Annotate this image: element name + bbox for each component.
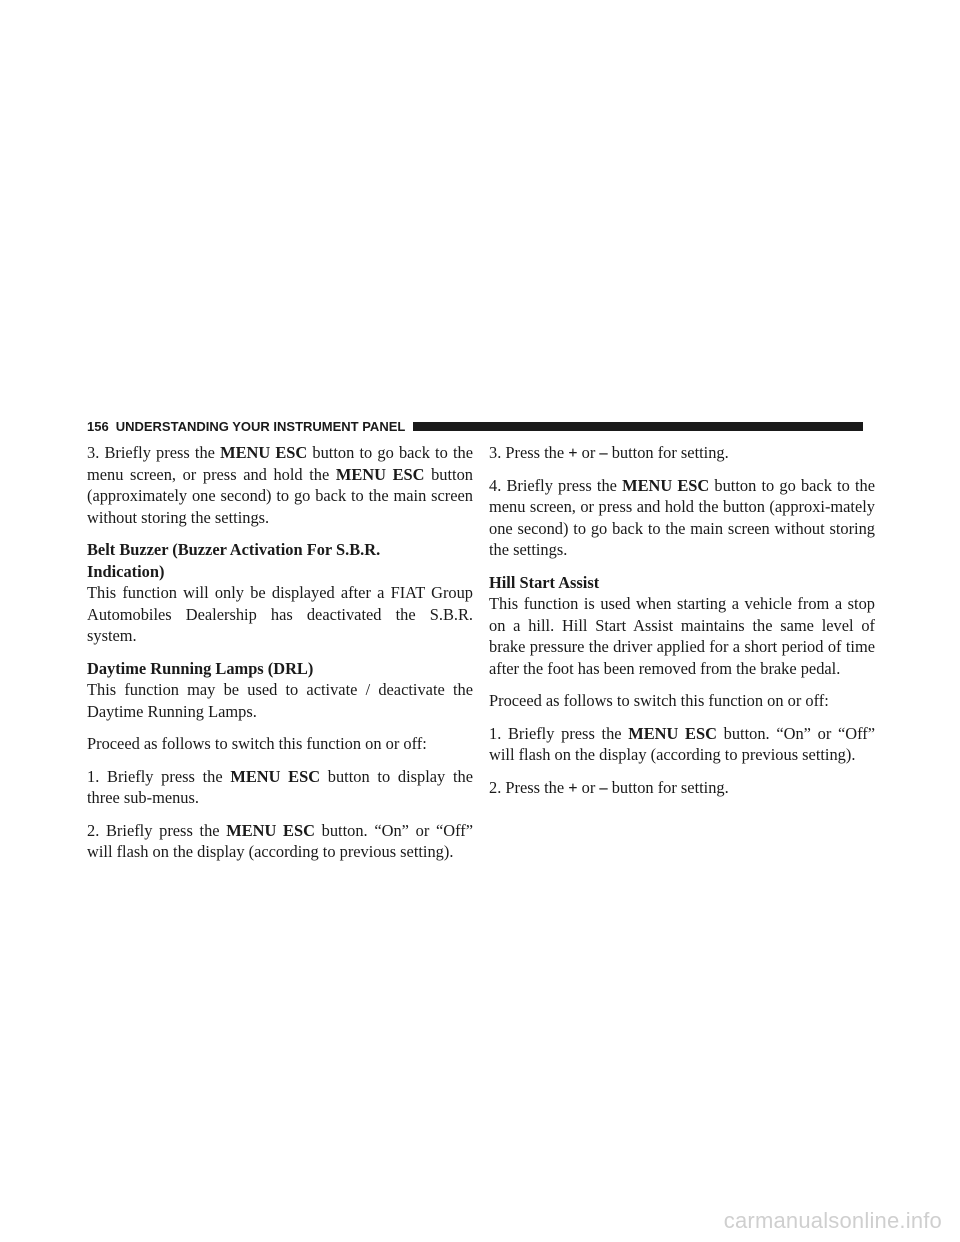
plus-label: + [568, 443, 578, 462]
menu-esc-label: MENU ESC [628, 723, 717, 743]
paragraph-proceed: Proceed as follows to switch this function on or off: [489, 691, 829, 710]
paragraph-step-2: 2. Briefly press the MENU ESC button. “On” or “Off” will flash on the display (according to previous setting). [87, 820, 473, 861]
paragraph-step-1: 1. Briefly press the MENU ESC button to display the three sub-menus. [87, 766, 473, 807]
section-title: UNDERSTANDING YOUR INSTRUMENT PANEL [115, 418, 406, 434]
page-number: 156 [87, 418, 109, 434]
plus-label: + [568, 777, 578, 797]
paragraph-step-3-plus-minus: 3. Press the + or – button for setting. [489, 443, 729, 462]
menu-esc-label: MENU ESC [335, 464, 425, 484]
page-header [87, 418, 863, 434]
paragraph-hill-start-assist: This function is used when starting a vehicle from a stop on a hill. Hill Start Assist maintains the same level of brake pressure the driver applied for a short period of time after the foot has been removed from the brake pedal. [489, 594, 875, 678]
heading-drl: Daytime Running Lamps (DRL) [87, 658, 314, 678]
heading-belt-buzzer: Belt Buzzer (Buzzer Activation For S.B.R. Indication) [87, 540, 381, 581]
paragraph-proceed: Proceed as follows to switch this function on or off: [87, 734, 427, 753]
menu-esc-label: MENU ESC [230, 766, 321, 786]
header-rule [413, 422, 863, 431]
minus-label: – [599, 777, 608, 797]
menu-esc-label: MENU ESC [226, 820, 315, 840]
minus-label: – [599, 443, 608, 462]
paragraph-step-1: 1. Briefly press the MENU ESC button. “On” or “Off” will flash on the display (according to previous setting). [489, 723, 875, 764]
right-column [489, 442, 875, 809]
menu-esc-label: MENU ESC [220, 443, 308, 462]
heading-hill-start-assist: Hill Start Assist [489, 572, 600, 592]
paragraph-drl: This function may be used to activate / deactivate the Daytime Running Lamps. [87, 680, 473, 721]
paragraph-step-2: 2. Press the + or – button for setting. [489, 777, 729, 797]
menu-esc-label: MENU ESC [622, 475, 710, 495]
watermark: carmanualsonline.info [723, 1208, 942, 1233]
paragraph-step-3-menu-esc: 3. Briefly press the MENU ESC button to go back to the menu screen, or press and hold the MENU ESC button (approximately one second) to go back to the main screen without storing the settings. [87, 443, 473, 527]
paragraph-step-4: 4. Briefly press the MENU ESC button to go back to the menu screen, or press and hold the button (approxi-mately one second) to go back to the main screen without storing the settings. [489, 475, 875, 559]
paragraph-belt-buzzer: This function will only be displayed after a FIAT Group Automobiles Dealership has deactivated the S.B.R. system. [87, 583, 473, 645]
left-column [87, 442, 473, 874]
